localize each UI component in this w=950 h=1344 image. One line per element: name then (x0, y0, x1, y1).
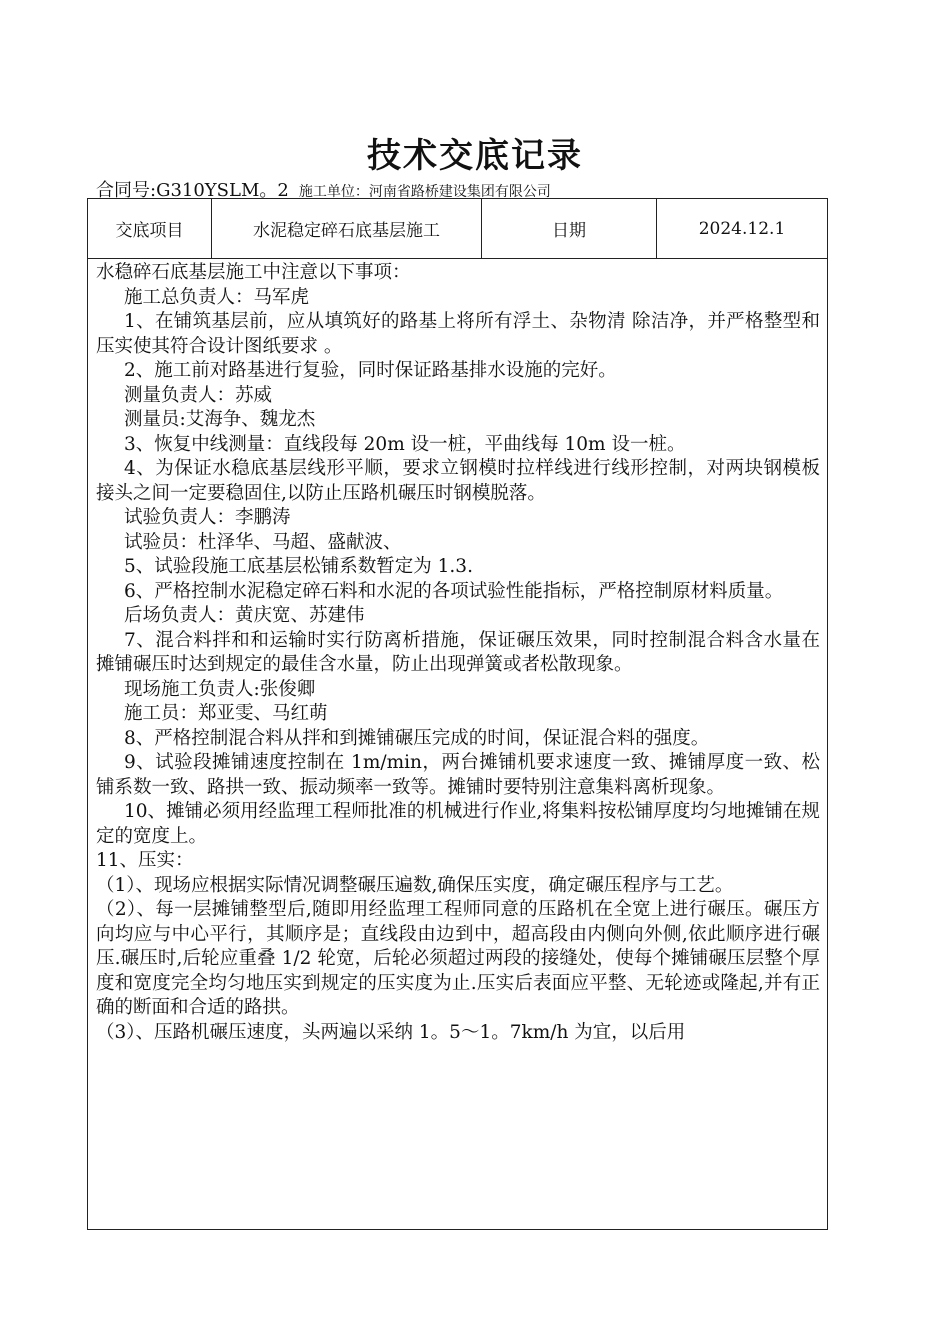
content-line: 3、恢复中线测量：直线段每 20m 设一桩，平曲线每 10m 设一桩。 (124, 433, 686, 455)
content-line: 5、试验段施工底基层松铺系数暂定为 1.3. (124, 556, 473, 577)
content-line: （2）、每一层摊铺整型后,随即用经监理工程师同意的压路机在全宽上进行碾压。碾压方向均应与中心平行，其顺序是；直线段由边到中，超高段由内侧向外侧,依此顺序进行碾压.碾压时,后轮应重叠 1/2 轮宽，后轮必须超过两段的接缝处，使每个摊铺碾压层整个厚度和宽度完全均匀地压实到规定的压实度为止.压实后表面应平整、无轮迹或隆起,并有正确的断面和合适的路拱。 (96, 899, 820, 1018)
content-line: 测量负责人：苏威 (124, 384, 273, 406)
content-line: 2、施工前对路基进行复验，同时保证路基排水设施的完好。 (124, 360, 617, 381)
content-line: 现场施工负责人:张俊卿 (124, 678, 316, 700)
header-row (88, 199, 827, 259)
content-line: 测量员:艾海争、魏龙杰 (124, 409, 316, 430)
content-line: 水稳碎石底基层施工中注意以下事项： (96, 262, 411, 283)
date-value: 2024.12.1 (698, 218, 786, 239)
content-line: 4、为保证水稳底基层线形平顺，要求立钢模时拉样线进行线形控制，对两块钢模板接头之间一定要稳固住,以防止压路机碾压时钢模脱落。 (96, 458, 820, 504)
content-line: 8、严格控制混合料从拌和到摊铺碾压完成的时间，保证混合料的强度。 (124, 727, 710, 749)
content-line: 6、严格控制水泥稳定碎石料和水泥的各项试验性能指标，严格控制原材料质量。 (124, 580, 784, 602)
content-line: （3）、压路机碾压速度，头两遍以采纳 1。5～1。7km/h 为宜，以后用 (96, 1021, 686, 1043)
contract-number: 合同号:G310YSLM。2 (96, 180, 289, 201)
content-line: 试验负责人：李鹏涛 (124, 507, 291, 528)
content-line: 试验员：杜泽华、马超、盛献波、 (124, 531, 402, 553)
content-line: （1）、现场应根据实际情况调整碾压遍数,确保压实度，确定碾压程序与工艺。 (96, 874, 734, 896)
content-line: 1、在铺筑基层前，应从填筑好的路基上将所有浮土、杂物清 除洁净，并严格整型和压实使其符合设计图纸要求 。 (96, 311, 820, 357)
project-value: 水泥稳定碎石底基层施工 (212, 199, 482, 258)
project-label: 交底项目 (88, 199, 212, 258)
content-line: 9、试验段摊铺速度控制在 1m/min，两台摊铺机要求速度一致、摊铺厚度一致、松铺系数一致、路拱一致、振动频率一致等。摊铺时要特别注意集料离析现象。 (96, 752, 820, 798)
content-line: 施工员：郑亚雯、马红萌 (124, 703, 328, 724)
content-line: 后场负责人：黄庆宽、苏建伟 (124, 605, 365, 626)
content-line: 11、压实： (96, 850, 194, 871)
record-table (87, 198, 828, 1230)
date-label: 日期 (482, 199, 657, 258)
content-line: 10、摊铺必须用经监理工程师批准的机械进行作业,将集料按松铺厚度均匀地摊铺在规定的宽度上。 (96, 801, 820, 847)
construction-unit: 施工单位：河南省路桥建设集团有限公司 (298, 184, 551, 200)
content-line: 7、混合料拌和和运输时实行防离析措施，保证碾压效果，同时控制混合料含水量在摊铺碾压时达到规定的最佳含水量，防止出现弹簧或者松散现象。 (96, 629, 820, 675)
content-body (96, 261, 820, 1045)
document-title: 技术交底记录 (367, 136, 583, 176)
content-line: 施工总负责人：马军虎 (124, 286, 310, 308)
